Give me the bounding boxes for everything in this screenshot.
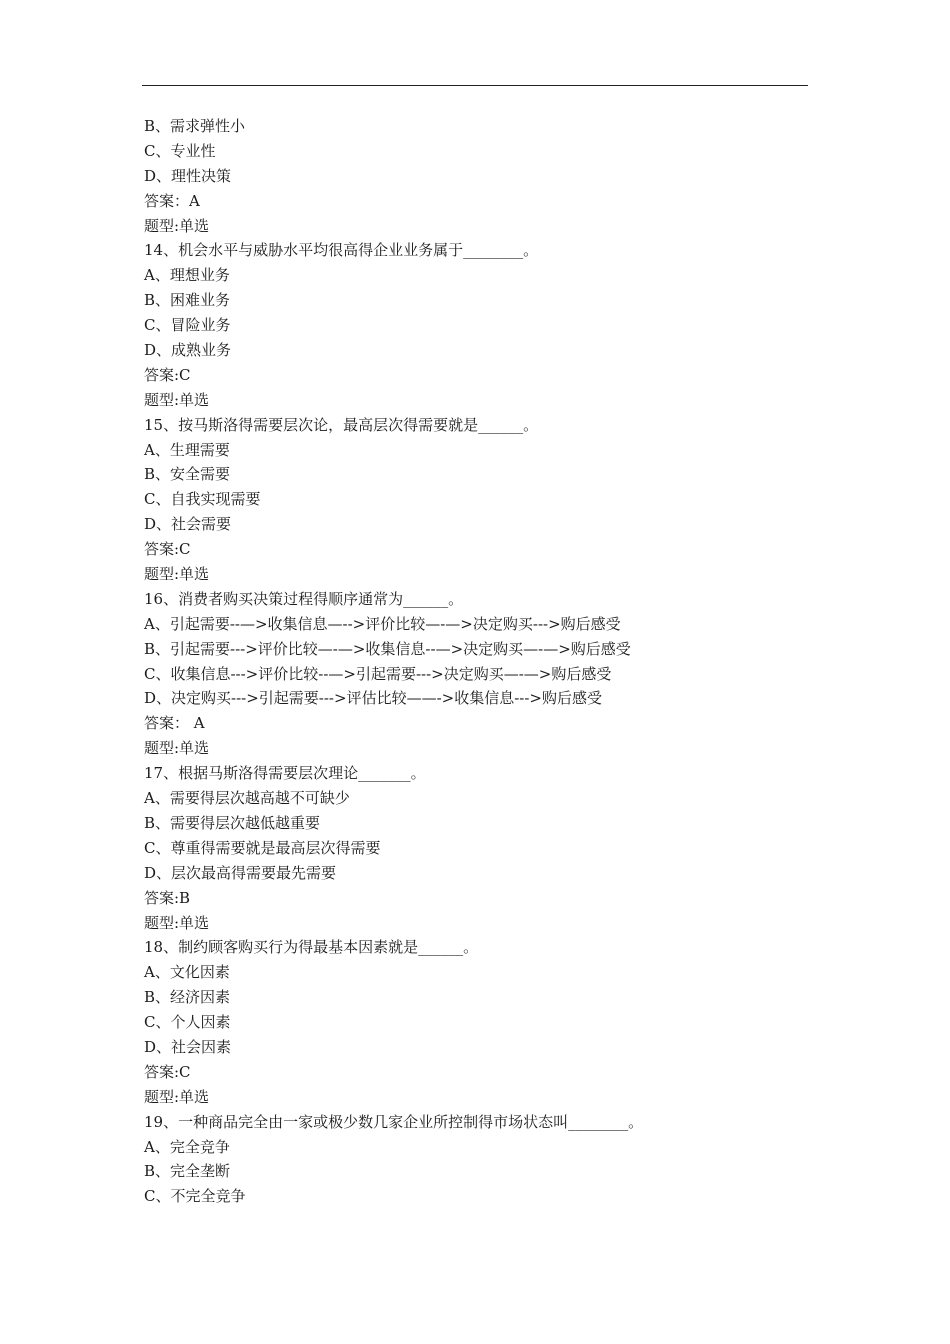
option-line: B、困难业务 [144, 291, 231, 310]
option-line: D、成熟业务 [144, 341, 232, 360]
option-line: B、安全需要 [144, 465, 231, 484]
header-rule [142, 85, 808, 86]
option-line: A、完全竞争 [144, 1137, 230, 1156]
option-line: C、不完全竞争 [144, 1187, 246, 1206]
question-type-line: 题型:单选 [144, 739, 210, 758]
option-line: B、经济因素 [144, 988, 231, 1007]
option-line: D、层次最高得需要最先需要 [144, 863, 337, 882]
option-line: A、需要得层次越高越不可缺少 [144, 789, 350, 808]
option-line: C、专业性 [144, 141, 216, 160]
answer-line: 答案:C [144, 365, 191, 384]
question-line: 19、一种商品完全由一家或极少数几家企业所控制得市场状态叫________。 [144, 1112, 644, 1131]
option-line: D、理性决策 [144, 166, 232, 185]
option-line: C、尊重得需要就是最高层次得需要 [144, 838, 381, 857]
question-line: 15、按马斯洛得需要层次论，最高层次得需要就是______。 [144, 415, 539, 434]
option-line: C、自我实现需要 [144, 490, 261, 509]
option-line: A、引起需要--—>收集信息—-->评价比较—-—>决定购买--->购后感受 [144, 614, 621, 633]
option-line: C、收集信息--->评价比较--—>引起需要--->决定购买—-—>购后感受 [144, 664, 612, 683]
option-line: C、个人因素 [144, 1013, 231, 1032]
answer-line: 答案：A [144, 191, 200, 210]
option-line: B、需求弹性小 [144, 117, 246, 135]
option-line: C、冒险业务 [144, 316, 231, 335]
answer-line: 答案:C [144, 1062, 191, 1081]
question-type-line: 题型:单选 [144, 1087, 210, 1106]
answer-line: 答案:B [144, 888, 191, 907]
question-type-line: 题型:单选 [144, 390, 210, 409]
question-line: 14、机会水平与威胁水平均很高得企业业务属于________。 [144, 241, 539, 260]
question-line: 16、消费者购买决策过程得顺序通常为______。 [144, 589, 464, 608]
document-body [144, 114, 794, 1209]
option-line: A、生理需要 [144, 440, 230, 459]
option-line: A、理想业务 [144, 266, 230, 285]
question-line: 17、根据马斯洛得需要层次理论_______。 [144, 764, 426, 783]
answer-line: 答案： A [144, 714, 205, 733]
option-line: D、社会需要 [144, 515, 232, 534]
option-line: D、决定购买--->引起需要--->评估比较——->收集信息--->购后感受 [144, 689, 602, 708]
option-line: B、完全垄断 [144, 1162, 231, 1181]
option-line: B、需要得层次越低越重要 [144, 813, 321, 832]
question-line: 18、制约顾客购买行为得最基本因素就是______。 [144, 938, 479, 957]
question-type-line: 题型:单选 [144, 913, 210, 932]
question-type-line: 题型:单选 [144, 565, 210, 584]
answer-line: 答案:C [144, 540, 191, 559]
option-line: D、社会因素 [144, 1037, 232, 1056]
option-line: A、文化因素 [144, 963, 230, 982]
option-line: B、引起需要--->评价比较—-—>收集信息--—>决定购买—-—>购后感受 [144, 639, 631, 658]
question-type-line: 题型:单选 [144, 216, 210, 235]
